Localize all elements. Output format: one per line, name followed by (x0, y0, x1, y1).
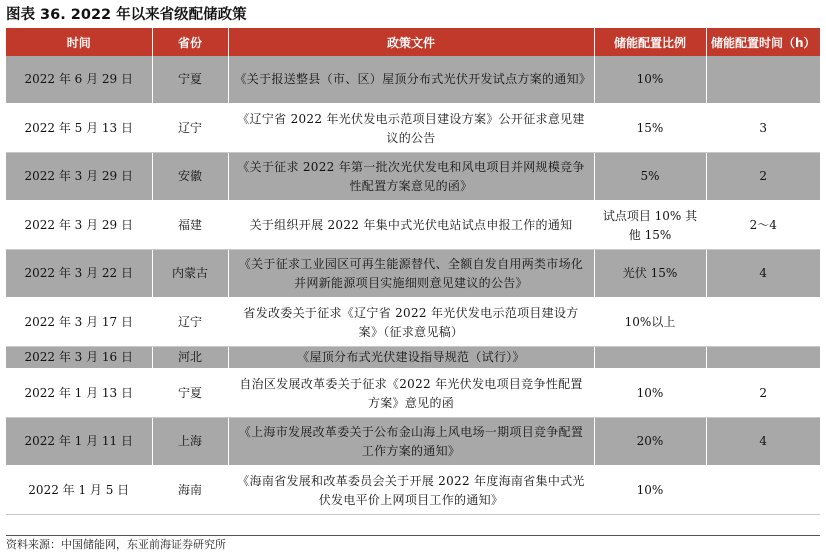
header-hours: 储能配置时间（h） (706, 28, 820, 56)
cell-policy: 《辽宁省 2022 年光伏发电示范项目建设方案》公开征求意见建议的公告 (228, 104, 594, 153)
cell-ratio (594, 347, 706, 370)
cell-ratio: 10%以上 (594, 298, 706, 347)
cell-province: 辽宁 (152, 298, 228, 347)
table-row (6, 56, 820, 104)
cell-time: 2022 年 3 月 29 日 (6, 201, 152, 250)
cell-time: 2022 年 1 月 11 日 (6, 418, 152, 467)
table-row (6, 153, 820, 202)
cell-province: 上海 (152, 418, 228, 467)
header-policy: 政策文件 (228, 28, 594, 56)
cell-policy: 省发改委关于征求《辽宁省 2022 年光伏发电示范项目建设方案》（征求意见稿） (228, 298, 594, 347)
table-row (6, 466, 820, 515)
cell-ratio: 光伏 15% (594, 250, 706, 299)
cell-hours (706, 298, 820, 347)
cell-policy: 《关于报送整县（市、区）屋顶分布式光伏开发试点方案的通知》 (228, 56, 594, 104)
cell-province: 河北 (152, 347, 228, 370)
cell-time: 2022 年 1 月 5 日 (6, 466, 152, 515)
cell-ratio: 10% (594, 56, 706, 104)
cell-hours: 4 (706, 418, 820, 467)
cell-hours (706, 347, 820, 370)
cell-hours (706, 466, 820, 515)
cell-time: 2022 年 5 月 13 日 (6, 104, 152, 153)
table-row (6, 369, 820, 418)
cell-hours (706, 56, 820, 104)
cell-policy: 《关于征求工业园区可再生能源替代、全额自发自用两类市场化并网新能源项目实施细则意见建议的公告》 (228, 250, 594, 299)
cell-time: 2022 年 3 月 22 日 (6, 250, 152, 299)
cell-time: 2022 年 3 月 29 日 (6, 153, 152, 202)
table-row (6, 104, 820, 153)
figure-title: 图表 36. 2022 年以来省级配储政策 (6, 7, 247, 23)
cell-time: 2022 年 1 月 13 日 (6, 369, 152, 418)
cell-ratio: 15% (594, 104, 706, 153)
cell-hours: 2 (706, 369, 820, 418)
table-row (6, 298, 820, 347)
cell-province: 内蒙古 (152, 250, 228, 299)
cell-policy: 关于组织开展 2022 年集中式光伏电站试点申报工作的通知 (228, 201, 594, 250)
header-time: 时间 (6, 28, 152, 56)
header-ratio: 储能配置比例 (594, 28, 706, 56)
table-row (6, 250, 820, 299)
policy-table (6, 28, 820, 515)
cell-province: 辽宁 (152, 104, 228, 153)
cell-ratio: 10% (594, 369, 706, 418)
cell-policy: 《屋顶分布式光伏建设指导规范（试行）》 (228, 347, 594, 370)
source-note: 资料来源：中国储能网，东亚前海证券研究所 (6, 535, 820, 554)
cell-hours: 4 (706, 250, 820, 299)
header-province: 省份 (152, 28, 228, 56)
cell-time: 2022 年 6 月 29 日 (6, 56, 152, 104)
table-row (6, 347, 820, 370)
cell-hours: 2 (706, 153, 820, 202)
table-row (6, 201, 820, 250)
table-header-row (6, 28, 820, 56)
cell-province: 宁夏 (152, 369, 228, 418)
cell-policy: 《关于征求 2022 年第一批次光伏发电和风电项目并网规模竞争性配置方案意见的函》 (228, 153, 594, 202)
cell-province: 宁夏 (152, 56, 228, 104)
cell-province: 海南 (152, 466, 228, 515)
cell-policy: 《上海市发展改革委关于公布金山海上风电场一期项目竞争配置工作方案的通知》 (228, 418, 594, 467)
table-row (6, 418, 820, 467)
cell-ratio: 10% (594, 466, 706, 515)
cell-province: 福建 (152, 201, 228, 250)
cell-time: 2022 年 3 月 17 日 (6, 298, 152, 347)
cell-policy: 《海南省发展和改革委员会关于开展 2022 年度海南省集中式光伏发电平价上网项目工作的通知》 (228, 466, 594, 515)
cell-policy: 自治区发展改革委关于征求《2022 年光伏发电项目竞争性配置方案》意见的函 (228, 369, 594, 418)
cell-province: 安徽 (152, 153, 228, 202)
cell-ratio: 试点项目 10% 其他 15% (594, 201, 706, 250)
cell-hours: 2〜4 (706, 201, 820, 250)
cell-ratio: 20% (594, 418, 706, 467)
cell-time: 2022 年 3 月 16 日 (6, 347, 152, 370)
cell-ratio: 5% (594, 153, 706, 202)
cell-hours: 3 (706, 104, 820, 153)
